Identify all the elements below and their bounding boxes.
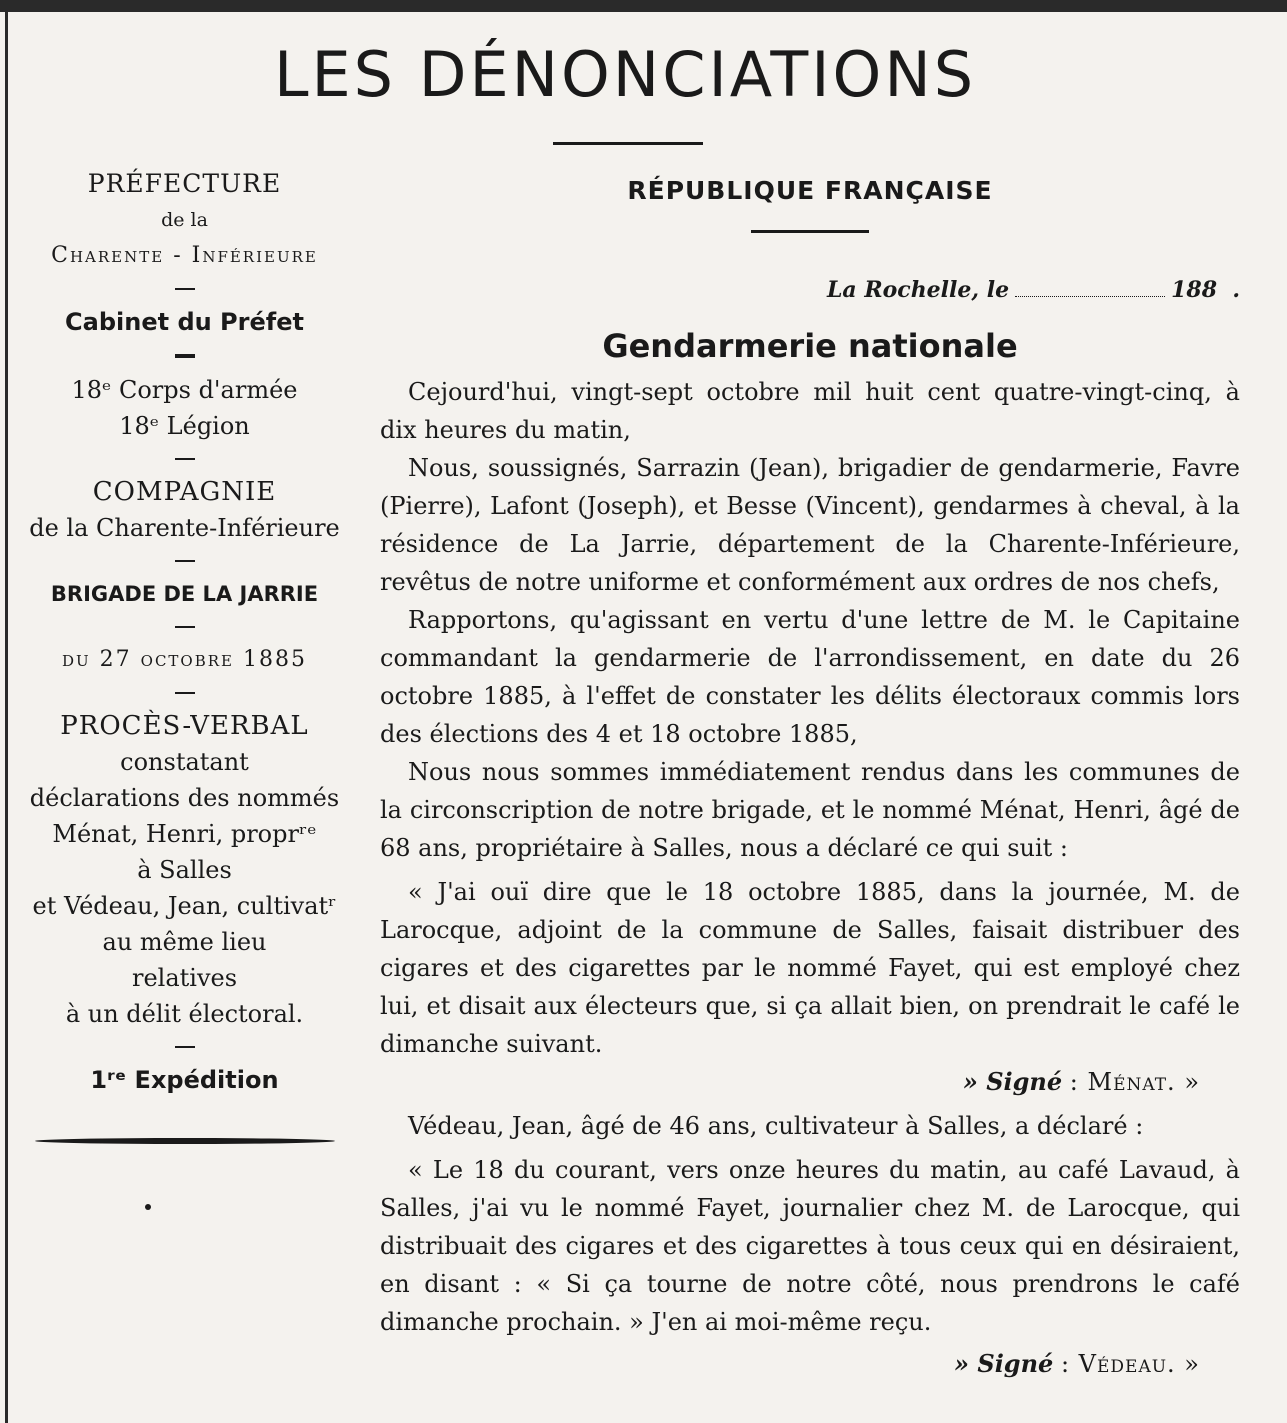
date-blank xyxy=(1015,296,1165,297)
republique-rule xyxy=(751,230,869,233)
signature-name: : Ménat. » xyxy=(1069,1068,1200,1096)
compagnie-de-label: de la Charente-Inférieure xyxy=(29,514,340,542)
dateline-year: 188 xyxy=(1171,277,1218,303)
quote-menat: « J'ai ouï dire que le 18 octobre 1885, dans la journée, M. de Larocque, adjoint de la commune de Salles, faisait distribuer des cigares et des cigarettes par le nommé Fayet, qui est employé chez lui, et disait aux électeurs que, si ça allait bien, on prendrait le café le dimanche suivant. xyxy=(380,878,1240,1058)
pv-line: relatives xyxy=(131,964,238,992)
paragraph-vedeau: Védeau, Jean, âgé de 46 ans, cultivateur à Salles, a déclaré : xyxy=(408,1112,1144,1140)
divider xyxy=(175,458,195,460)
brigade-label: BRIGADE DE LA JARRIE xyxy=(50,582,319,606)
divider xyxy=(175,1046,195,1048)
signature-name: : Védeau. » xyxy=(1060,1350,1200,1378)
republique-heading: RÉPUBLIQUE FRANÇAISE xyxy=(627,176,993,205)
paragraph: Cejourd'hui, vingt-sept octobre mil huit cent quatre-vingt-cinq, à dix heures du matin, xyxy=(380,378,1240,444)
quote-vedeau: « Le 18 du courant, vers onze heures du matin, au café Lavaud, à Salles, j'ai vu le nommé Fayet, journalier chez M. de Larocque, qui distribuait des cigares et des cigarettes à tous ceux qui en désiraient, en disant : « Si ça tourne de notre côté, nous prendrons le café dimanche prochain. » J'en ai moi-même reçu. xyxy=(380,1156,1240,1336)
dateline-prefix: La Rochelle, le xyxy=(826,277,1010,303)
ornament-rule xyxy=(35,1138,335,1144)
pv-line: Ménat, Henri, proprʳᵉ xyxy=(52,820,317,848)
compagnie-label: COMPAGNIE xyxy=(92,477,277,507)
top-border xyxy=(0,0,1287,12)
dot-mark xyxy=(145,1204,151,1210)
signature-label: » Signé xyxy=(954,1349,1054,1378)
pv-label: PROCÈS-VERBAL xyxy=(60,711,309,741)
pv-line: constatant xyxy=(120,748,249,776)
de-la-label: de la xyxy=(161,209,208,231)
left-border xyxy=(5,0,8,1423)
paragraph: Nous nous sommes immédiatement rendus dans les communes de la circonscription de notre brigade, et le nommé Ménat, Henri, âgé de 68 ans, propriétaire à Salles, nous a déclaré ce qui suit : xyxy=(380,758,1240,862)
page-title: LES DÉNONCIATIONS xyxy=(273,38,977,111)
pv-line: à un délit électoral. xyxy=(65,1000,304,1028)
paragraph: Nous, soussignés, Sarrazin (Jean), brigadier de gendarmerie, Favre (Pierre), Lafont (Joseph), et Besse (Vincent), gendarmes à cheval, à la résidence de La Jarrie, département de la Charente-Inférieure, revêtus de notre uniforme et conformément aux ordres de nos chefs, xyxy=(380,454,1240,596)
gendarmerie-heading: Gendarmerie nationale xyxy=(602,327,1018,365)
pv-line: à Salles xyxy=(137,856,232,884)
date-label: du 27 octobre 1885 xyxy=(62,647,307,672)
cabinet-label: Cabinet du Préfet xyxy=(65,308,304,336)
pv-line: au même lieu xyxy=(102,928,267,956)
signature-menat xyxy=(380,1063,1240,1101)
charente-label: Charente - Inférieure xyxy=(51,243,318,268)
dateline: La Rochelle, le 188 . xyxy=(826,277,1240,303)
divider xyxy=(175,692,195,694)
left-column xyxy=(12,166,357,1210)
signature-label: » Signé xyxy=(962,1067,1063,1096)
signature-vedeau xyxy=(380,1345,1240,1383)
divider xyxy=(175,354,195,358)
title-rule xyxy=(553,142,703,145)
expedition-label: 1ʳᵉ Expédition xyxy=(90,1066,279,1094)
divider xyxy=(175,288,195,290)
pv-line: et Védeau, Jean, cultivatʳ xyxy=(32,892,337,920)
divider xyxy=(175,560,195,562)
paragraph: Rapportons, qu'agissant en vertu d'une lettre de M. le Capitaine commandant la gendarmerie de l'arrondissement, en date du 26 octobre 1885, à l'effet de constater les délits électoraux commis lors des élections des 4 et 18 octobre 1885, xyxy=(380,606,1240,748)
right-column xyxy=(380,172,1240,1383)
divider xyxy=(175,626,195,628)
pv-line: déclarations des nommés xyxy=(29,784,340,812)
prefecture-label: PRÉFECTURE xyxy=(87,169,282,198)
legion-label: 18ᵉ Légion xyxy=(119,412,250,440)
corps-label: 18ᵉ Corps d'armée xyxy=(71,376,298,404)
